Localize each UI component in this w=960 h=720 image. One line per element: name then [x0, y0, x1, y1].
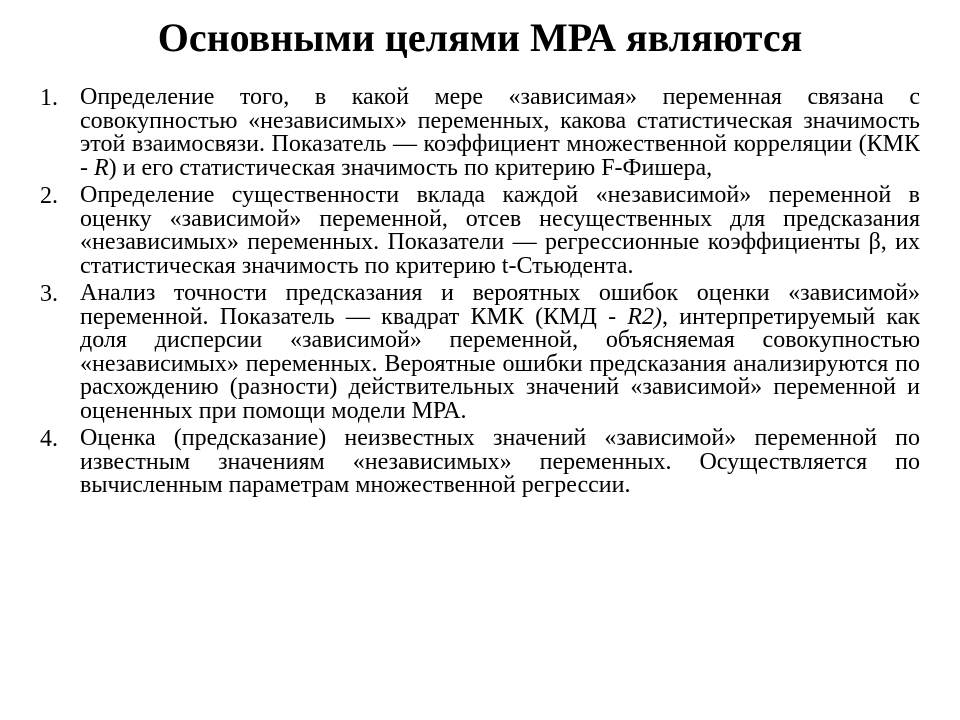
item-text-part: Определение существенности вклада каждой «независимой» переменной в оценку «зависимой» переменной, отсев несущественных для предсказания «независимых» переменных. Показатели — регрессионные коэффициенты β, их статистическая значимость по критерию t-Стьюдента. — [80, 182, 920, 279]
item-number: 2. — [40, 183, 58, 209]
list-item — [40, 184, 920, 278]
item-text — [80, 86, 920, 180]
list-item — [40, 86, 920, 180]
item-symbol: R — [94, 154, 109, 181]
item-text-part: Определение того, в какой мере «зависимая» переменная связана с совокупностью «независимых» переменных, какова статистическая значимость этой взаимосвязи. Показатель — коэффициент множественной корреляции (КМК - — [80, 84, 920, 181]
item-symbol: R2) — [627, 303, 663, 330]
goals-list — [40, 86, 920, 502]
item-number: 1. — [40, 85, 58, 111]
item-text — [80, 282, 920, 423]
item-text-part: Оценка (предсказание) неизвестных значений «зависимой» переменной по известным значениям «независимых» переменных. Осуществляется по вычисленным параметрам множественной регрессии. — [80, 425, 920, 498]
item-text-part: Анализ точности предсказания и вероятных ошибок оценки «зависимой» переменной. Показатель — квадрат КМК (КМД - — [80, 280, 920, 330]
list-item — [40, 282, 920, 423]
list-item — [40, 427, 920, 498]
item-text — [80, 184, 920, 278]
item-number: 4. — [40, 426, 58, 452]
slide-title: Основными целями МРА являются — [157, 15, 803, 60]
item-text-part: , интерпретируемый как доля дисперсии «зависимой» переменной, объясняемая совокупностью «независимых» переменных. Вероятные ошибки предсказания анализируются по расхождению (разности) действительных значений «зависимой» переменной и оцененных при помощи модели МРА. — [80, 303, 920, 424]
item-number: 3. — [40, 281, 58, 307]
item-text — [80, 427, 920, 498]
item-text-part: ) и его статистическая значимость по критерию F-Фишера, — [108, 154, 713, 181]
